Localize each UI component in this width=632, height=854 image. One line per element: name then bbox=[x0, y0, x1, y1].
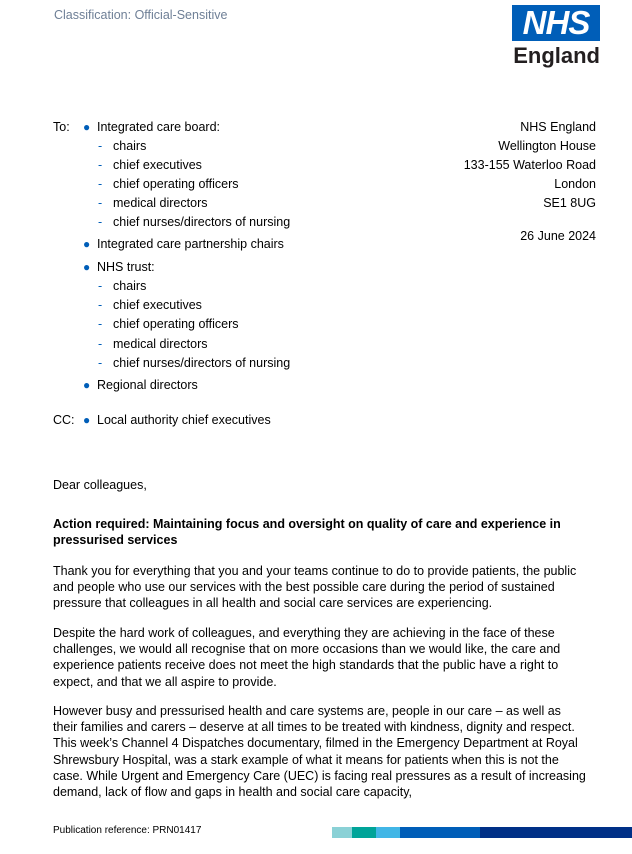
to-item: Regional directors bbox=[97, 378, 198, 392]
to-subitem: chief operating officers bbox=[113, 317, 239, 331]
to-subitem: chief nurses/directors of nursing bbox=[113, 356, 291, 370]
footer-color-bar bbox=[480, 827, 632, 838]
to-item: Integrated care board: bbox=[97, 120, 220, 134]
dash-icon: - bbox=[98, 356, 103, 370]
address-line: Wellington House bbox=[498, 139, 596, 153]
bullet-icon: ● bbox=[83, 413, 91, 427]
to-subitem: medical directors bbox=[113, 337, 208, 351]
dash-icon: - bbox=[98, 139, 103, 153]
to-subitem: medical directors bbox=[113, 196, 208, 210]
address-line: 133-155 Waterloo Road bbox=[463, 158, 596, 172]
dash-icon: - bbox=[98, 279, 103, 293]
to-subitem: chairs bbox=[113, 139, 147, 153]
dash-icon: - bbox=[98, 215, 103, 229]
dash-icon: - bbox=[98, 317, 103, 331]
dash-icon: - bbox=[98, 298, 103, 312]
letter-date: 26 June 2024 bbox=[520, 229, 596, 243]
to-subitem: chief operating officers bbox=[113, 177, 239, 191]
salutation: Dear colleagues, bbox=[53, 478, 147, 492]
footer-color-bar bbox=[376, 827, 400, 838]
footer-color-bar bbox=[400, 827, 480, 838]
publication-reference: Publication reference: PRN01417 bbox=[53, 825, 202, 836]
sender-address bbox=[464, 118, 596, 213]
logo-region: England bbox=[513, 43, 600, 68]
dash-icon: - bbox=[98, 196, 103, 210]
cc-label: CC: bbox=[53, 413, 75, 427]
footer-color-bar bbox=[352, 827, 376, 838]
body-paragraph: However busy and pressurised health and care systems are, people in our care – as well as their families and carers – deserve at all times to be treated with kindness, dignity and respect. This week’s Channel 4 Dispatches documentary, filmed in the Emergency Department at Royal Shrewsbury Hospital, was a stark example of what it means for patients when this is not the case. While Urgent and Emergency Care (UEC) is facing real pressures as a result of increasing demand, lack of flow and gaps in health and social care capacity, bbox=[53, 704, 586, 800]
footer-color-bar bbox=[332, 827, 352, 838]
bullet-icon: ● bbox=[83, 120, 91, 134]
classification-label: Classification: Official-Sensitive bbox=[54, 8, 228, 22]
to-subitem: chief nurses/directors of nursing bbox=[113, 215, 291, 229]
address-line: SE1 8UG bbox=[543, 196, 596, 210]
to-item: NHS trust: bbox=[97, 260, 155, 274]
body-paragraph: Despite the hard work of colleagues, and everything they are achieving in the face of these challenges, we would all recognise that on more occasions than we would like, the care and experience patients receive does not meet the high standards that the public have a right to expect, and that we all aspire to provide. bbox=[53, 626, 561, 689]
bullet-icon: ● bbox=[83, 378, 91, 392]
dash-icon: - bbox=[98, 177, 103, 191]
address-line: London bbox=[554, 177, 596, 191]
to-subitem: chief executives bbox=[113, 298, 202, 312]
bullet-icon: ● bbox=[83, 260, 91, 274]
nhs-england-logo bbox=[508, 5, 600, 69]
body-paragraph: Thank you for everything that you and your teams continue to do to provide patients, the public and people who use our services with the best possible care during the period of sustained pressure that colleagues in all health and social care services are experiencing. bbox=[53, 564, 577, 611]
to-subitem: chairs bbox=[113, 279, 147, 293]
letter-heading: Action required: Maintaining focus and oversight on quality of care and experience in pressurised services bbox=[53, 517, 561, 548]
bullet-icon: ● bbox=[83, 237, 91, 251]
dash-icon: - bbox=[98, 158, 103, 172]
nhs-logo-box: NHS bbox=[512, 5, 600, 41]
to-item: Integrated care partnership chairs bbox=[97, 237, 284, 251]
dash-icon: - bbox=[98, 337, 103, 351]
cc-item: Local authority chief executives bbox=[97, 413, 271, 427]
address-line: NHS England bbox=[520, 120, 596, 134]
to-subitem: chief executives bbox=[113, 158, 202, 172]
to-label: To: bbox=[53, 120, 70, 134]
